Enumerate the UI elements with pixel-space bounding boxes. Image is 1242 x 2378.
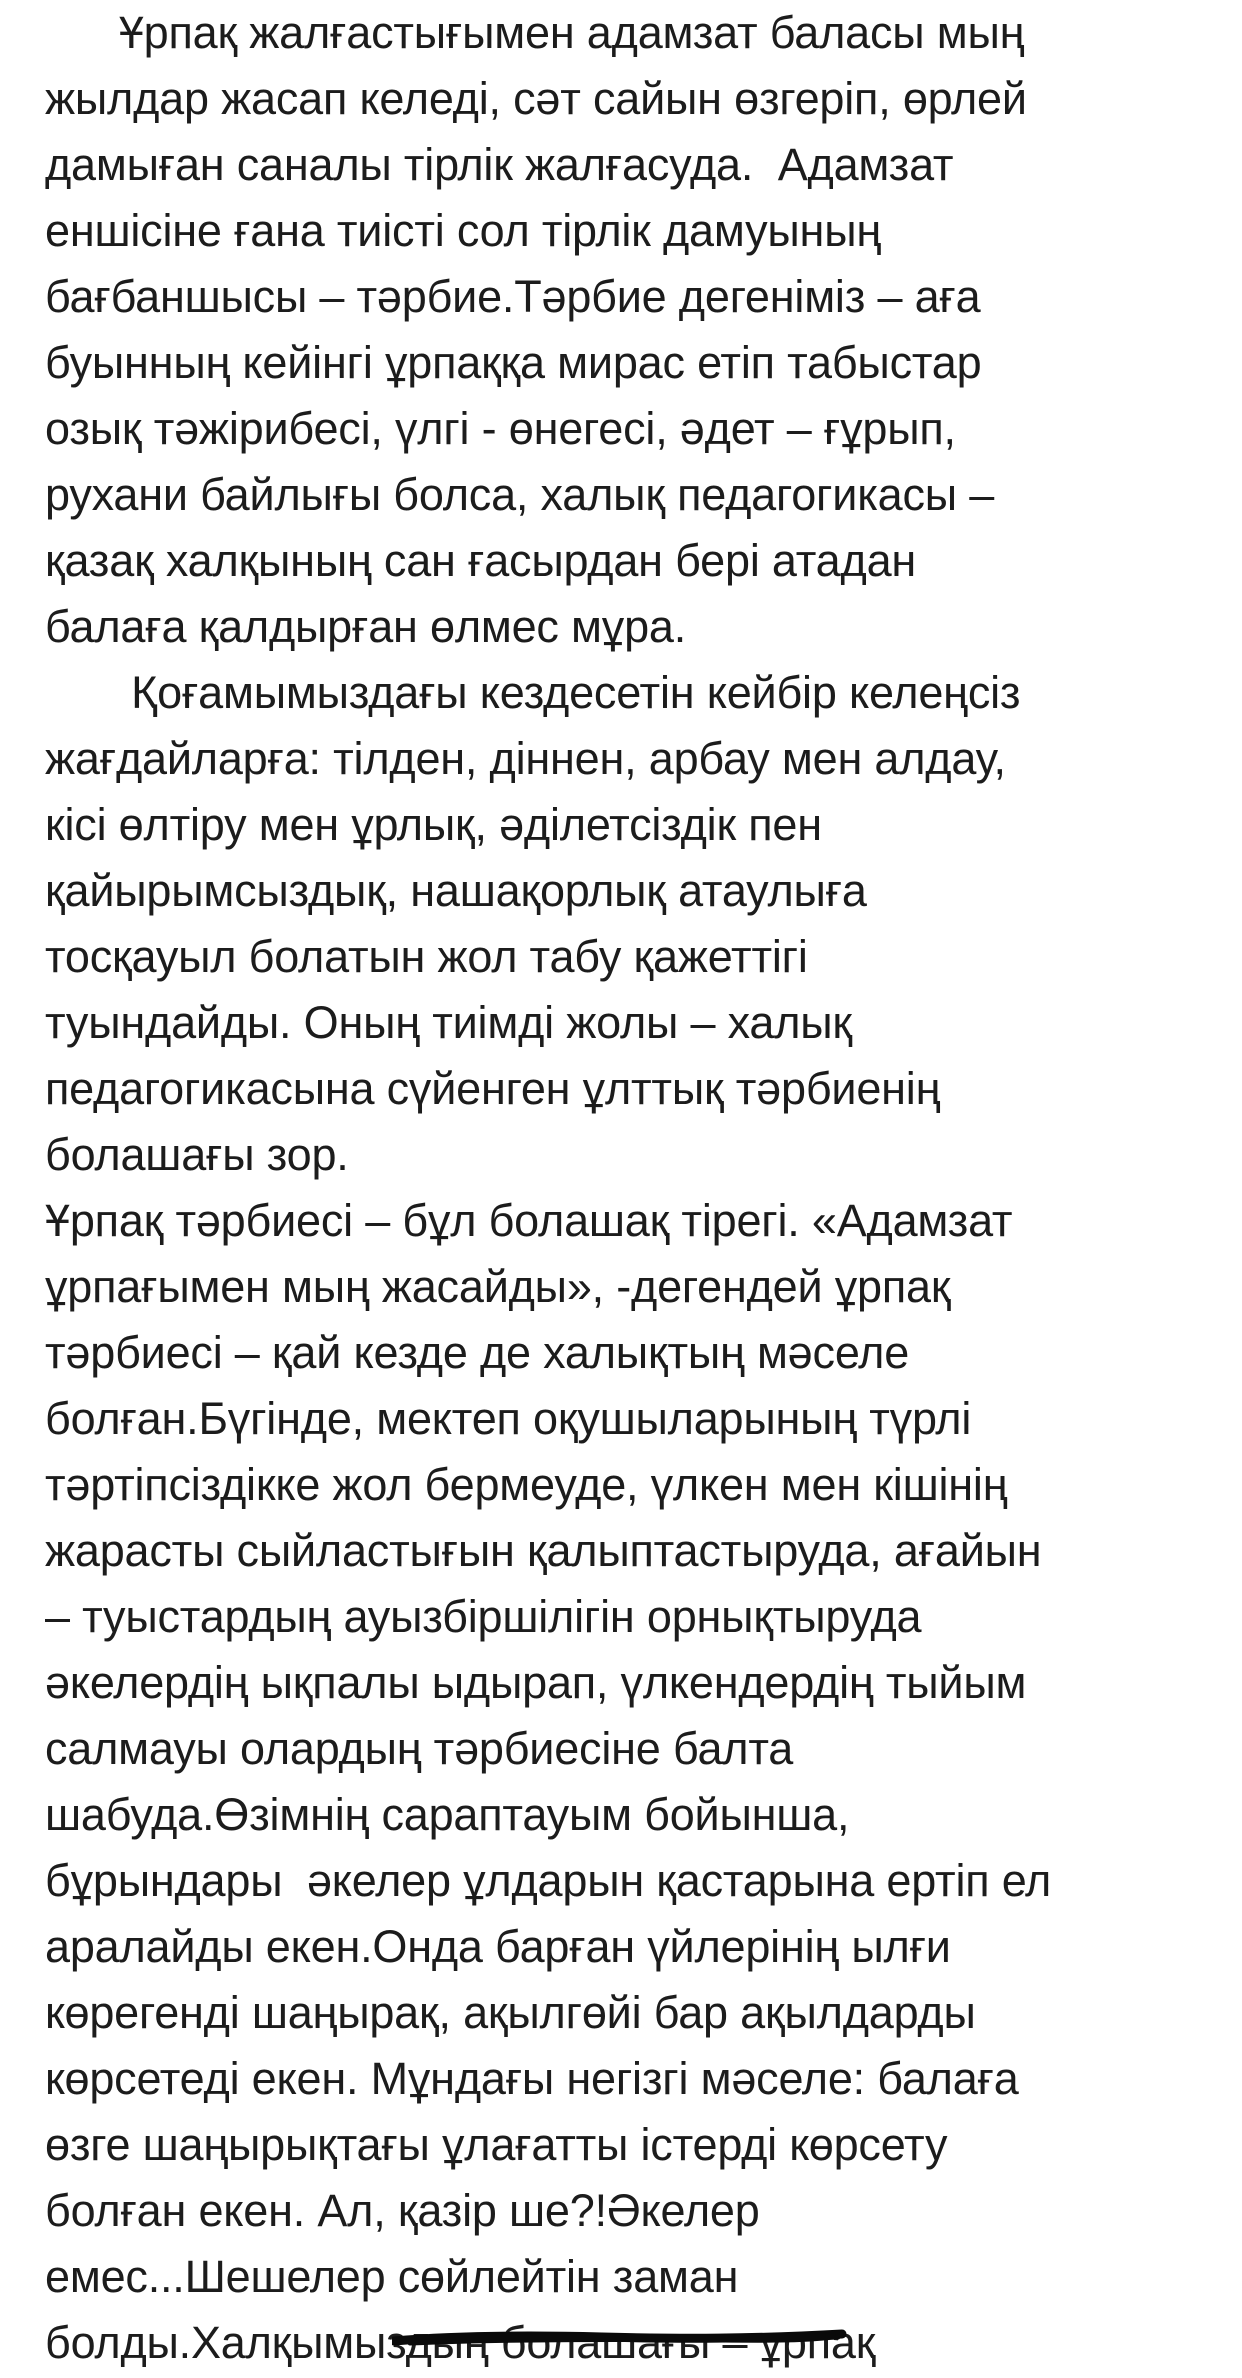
text-line: Ұрпақ тәрбиесі – бұл болашақ тірегі. «Адамзат <box>45 1195 1013 1246</box>
text-line: емес...Шешелер сөйлейтін заман <box>45 2251 739 2302</box>
text-line: болашағы зор. <box>45 1129 349 1180</box>
text-line: ұрпағымен мың жасайды», -дегендей ұрпақ <box>45 1261 951 1312</box>
text-line: бағбаншысы – тәрбие.Тәрбие дегеніміз – аға <box>45 271 981 322</box>
text-line: болды.Халқымыздың болашағы – ұрпақ <box>45 2317 876 2368</box>
text-line: болған екен. Ал, қазір ше?!Әкелер <box>45 2185 760 2236</box>
text-line: жарасты сыйластығын қалыптастыруда, ағайын <box>45 1525 1042 1576</box>
text-line: кісі өлтіру мен ұрлық, әділетсіздік пен <box>45 799 822 850</box>
text-line: буынның кейінгі ұрпаққа мирас етіп табыстар <box>45 337 982 388</box>
text-line: салмауы олардың тәрбиесіне балта <box>45 1723 794 1774</box>
text-line: аралайды екен.Онда барған үйлерінің ылғи <box>45 1921 951 1972</box>
strikethrough-scribble <box>392 2324 847 2352</box>
text-line: еншісіне ғана тиісті сол тірлік дамуының <box>45 205 881 256</box>
text-line: рухани байлығы болса, халық педагогикасы – <box>45 469 995 520</box>
text-line: тәртіпсіздікке жол бермеуде, үлкен мен кішінің <box>45 1459 1008 1510</box>
text-line: көрегенді шаңырақ, ақылгөйі бар ақылдарды <box>45 1987 976 2038</box>
text-line: болған.Бүгінде, мектеп оқушыларының түрлі <box>45 1393 972 1444</box>
text-line: тосқауыл болатын жол табу қажеттігі <box>45 931 808 982</box>
text-line: тәрбиесі – қай кезде де халықтың мәселе <box>45 1327 910 1378</box>
text-line: қазақ халқының сан ғасырдан бері атадан <box>45 535 917 586</box>
text-line: – туыстардың ауызбіршілігін орнықтыруда <box>45 1591 922 1642</box>
text-line: әкелердің ықпалы ыдырап, үлкендердің тыйым <box>45 1657 1027 1708</box>
text-line: жағдайларға: тілден, діннен, арбау мен алдау, <box>45 733 1006 784</box>
text-line: туындайды. Оның тиімді жолы – халық <box>45 997 852 1048</box>
text-line: балаға қалдырған өлмес мұра. <box>45 601 687 652</box>
text-line: бұрындары әкелер ұлдарын қастарына ертіп ел <box>45 1855 1052 1906</box>
text-line: озық тәжірибесі, үлгі - өнегесі, әдет – ғұрып, <box>45 403 956 454</box>
text-line: шабуда.Өзімнің сараптауым бойынша, <box>45 1789 850 1840</box>
text-line: қайырымсыздық, нашақорлық атаулыға <box>45 865 867 916</box>
text-line: Қоғамымыздағы кездесетін кейбір келеңсіз <box>45 667 1021 718</box>
text-line: өзге шаңырықтағы ұлағатты істерді көрсету <box>45 2119 948 2170</box>
text-line: жылдар жасап келеді, сәт сайын өзгеріп, өрлей <box>45 73 1027 124</box>
text-line: Ұрпақ жалғастығымен адамзат баласы мың <box>45 7 1025 58</box>
text-line: педагогикасына сүйенген ұлттық тәрбиенің <box>45 1063 941 1114</box>
text-line: көрсетеді екен. Мұндағы негізгі мәселе: балаға <box>45 2053 1019 2104</box>
text-line: дамыған саналы тірлік жалғасуда. Адамзат <box>45 139 954 190</box>
